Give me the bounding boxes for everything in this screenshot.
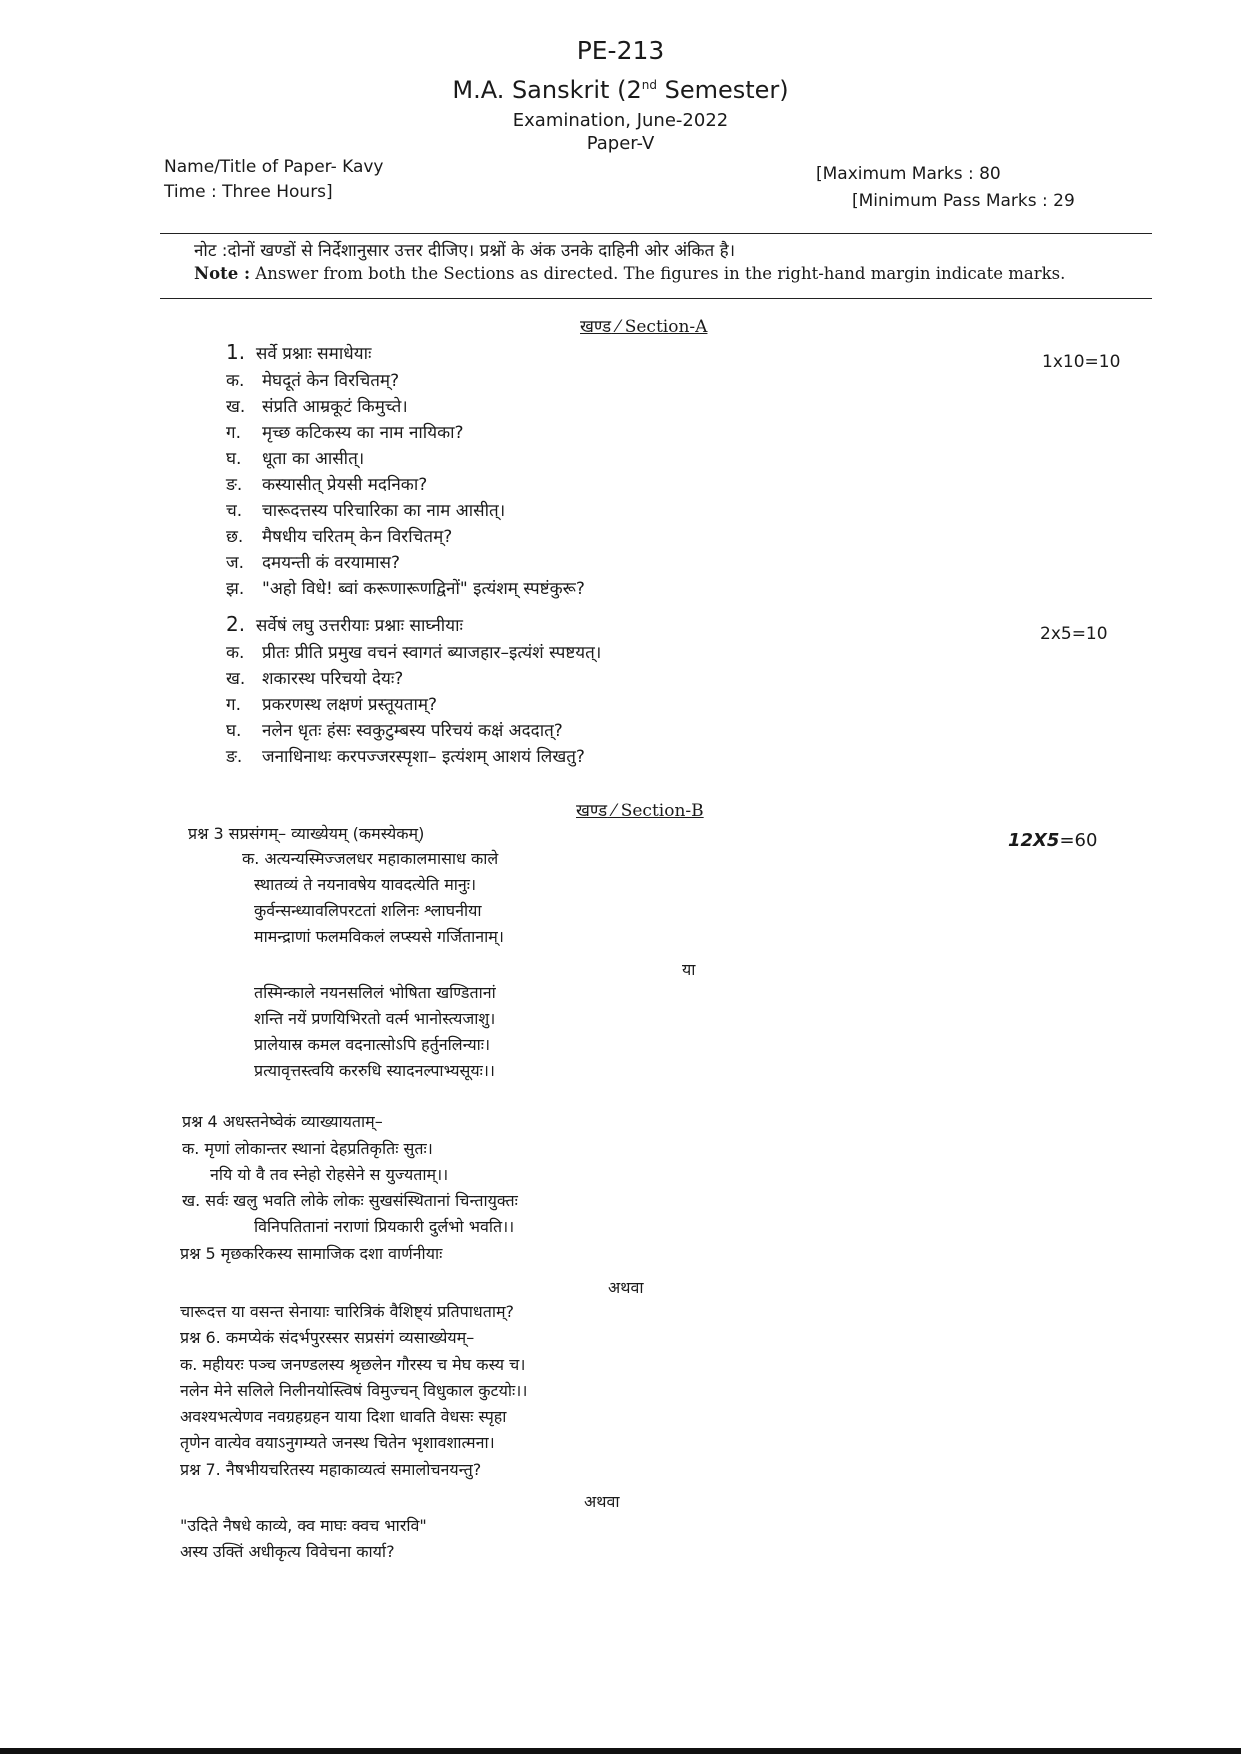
list-item: घ. धूता का आसीत्। <box>226 449 365 469</box>
q1-marks: 1x10=10 <box>1042 352 1121 372</box>
minimum-pass-marks: [Minimum Pass Marks : 29 <box>852 191 1075 211</box>
q3-verse-2: तस्मिन्काले नयनसलिलं भोषिता खण्डितानां शन्ति नयें प्रणयिभिरतो वर्त्म भानोस्त्यजाशु। प्रालेयास्र कमल वदनात्सोऽपि हर्तुनलिन्याः। प्रत्यावृत्तस्त्वयि कररुधि स्यादनल्पाभ्यसूयः।। <box>254 983 496 1080</box>
q5-or: अथवा <box>608 1278 644 1297</box>
q2-marks: 2x5=10 <box>1040 624 1108 644</box>
list-item: ज. दमयन्ती कं वरयामास? <box>226 553 400 573</box>
list-item: ख. संप्रति आम्रकूटं किमुच्ते। <box>226 397 408 417</box>
q5-label: प्रश्न 5 मृछकरिकस्य सामाजिक दशा वार्णनीयाः <box>180 1244 443 1263</box>
q6-passages: क. महीयरः पञ्च जनण्डलस्य श्रृछलेन गौरस्य च मेघ कस्य च। नलेन मेने सलिले निलीनयोस्त्विषं विमुज्चन् विधुकाल कुटयोः।। अवश्यभत्येणव नवग्रहग्रहन याया दिशा धावति वेधसः स्पृहा तृणेन वात्येव वयाऽनुगम्यते जनस्थ चितेन भृशावशात्मना। <box>180 1355 528 1452</box>
course-title: M.A. Sanskrit (2nd Semester) <box>452 76 789 104</box>
list-item: ग. मृच्छ कटिकस्य का नाम नायिका? <box>226 423 464 443</box>
list-item: झ. "अहो विधे! ब्वां करूणारूणद्विनों" इत्यंशम् स्पष्टंकुरू? <box>226 579 585 599</box>
q2-line: 2. सर्वेषं लघु उत्तरीयाः प्रश्नाः साघ्नीयाः <box>226 612 463 636</box>
list-item: ङ. जनाधिनाथः करपज्जरस्पृशा– इत्यंशम् आशयं लिखतु? <box>226 747 585 767</box>
q3-verse-1: क. अत्यन्यस्मिज्जलधर महाकालमासाध काले स्थातव्यं ते नयनावषेय यावदत्येति मानुः। कुर्वन्सन्ध्यावलिपरटतां शलिनः श्लाघनीया मामन्द्राणां फलमविकलं लप्स्यसे गर्जितानाम्। <box>242 849 504 946</box>
maximum-marks: [Maximum Marks : 80 <box>816 164 1001 184</box>
q3-label: प्रश्न 3 सप्रसंगम्– व्याख्येयम् (कमस्येकम्) <box>188 824 425 843</box>
exam-duration: Time : Three Hours] <box>164 182 333 202</box>
q7-label: प्रश्न 7. नैषभीयचरितस्य महाकाव्यत्वं समालोचनयन्तु? <box>180 1460 482 1479</box>
q6-label: प्रश्न 6. कमप्येकं संदर्भपुरस्सर सप्रसंगं व्यसाख्येयम्– <box>180 1328 475 1347</box>
list-item: ङ. कस्यासीत् प्रेयसी मदनिका? <box>226 475 428 495</box>
q4-passages: क. मृणां लोकान्तर स्थानां देहप्रतिकृतिः सुतः। नयि यो वै तव स्नेहो रोहसेने स युज्यताम्।। ख. सर्वः खलु भवति लोके लोकः सुखसंस्थितानां चिन्तायुक्तः विनिपतितानां नराणां प्रियकारी दुर्लभो भवति।। <box>182 1139 518 1236</box>
q7-instruction: अस्य उक्तिं अधीकृत्य विवेचना कार्या? <box>180 1542 395 1561</box>
q5-alternative: चारूदत्त या वसन्त सेनायाः चारित्रिकं वैशिष्ट्यं प्रतिपाधताम्? <box>180 1302 515 1321</box>
list-item: ख. शकारस्थ परिचयो देयः? <box>226 669 404 689</box>
list-item: क. प्रीतः प्रीति प्रमुख वचनं स्वागतं ब्याजहार–इत्यंशं स्पष्टयत्। <box>226 643 602 663</box>
q4-label: प्रश्न 4 अधस्तनेष्वेकं व्याख्यायताम्– <box>182 1112 383 1131</box>
q3-marks: 12X5=60 <box>1008 830 1098 851</box>
scan-bottom-edge <box>0 1748 1241 1754</box>
q7-or: अथवा <box>584 1492 620 1511</box>
list-item: घ. नलेन धृतः हंसः स्वकुटुम्बस्य परिचयं कक्षं अददात्? <box>226 721 563 741</box>
q3-or: या <box>682 960 696 979</box>
top-divider <box>160 233 1152 234</box>
list-item: ग. प्रकरणस्थ लक्षणं प्रस्तूयताम्? <box>226 695 438 715</box>
exam-session: Examination, June-2022 <box>512 110 729 131</box>
paper-code: PE-213 <box>576 36 665 65</box>
q1-subquestions <box>226 368 585 602</box>
note-hindi: नोट :दोनों खण्डों से निर्देशानुसार उत्तर दीजिए। प्रश्नों के अंक उनके दाहिनी ओर अंकित है। <box>194 241 736 261</box>
q7-quote: "उदिते नैषधे काव्ये, क्व माघः क्वच भारवि" <box>180 1516 427 1535</box>
list-item: च. चारूदत्तस्य परिचारिका का नाम आसीत्। <box>226 501 506 521</box>
section-a-heading: खण्ड ⁄ Section-A <box>580 317 708 337</box>
paper-title: Name/Title of Paper- Kavy <box>164 157 384 177</box>
paper-number: Paper-V <box>586 133 655 154</box>
section-b-heading: खण्ड ⁄ Section-B <box>576 801 704 821</box>
q2-subquestions <box>226 640 601 770</box>
list-item: छ. मैषधीय चरितम् केन विरचितम्? <box>226 527 453 547</box>
note-divider <box>160 298 1152 299</box>
note-english: Note : Answer from both the Sections as directed. The figures in the right-hand margin indicate marks. <box>194 264 1066 283</box>
list-item: क. मेघदूतं केन विरचितम्? <box>226 371 400 391</box>
q1-line: 1. सर्वे प्रश्नाः समाधेयाः <box>226 340 372 364</box>
